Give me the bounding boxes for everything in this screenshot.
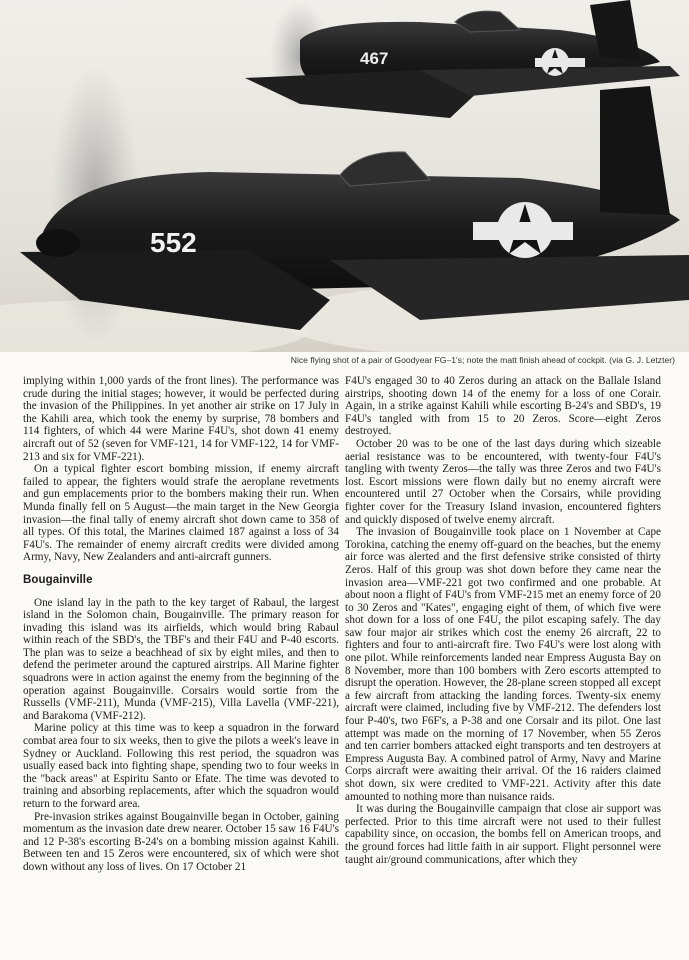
photo-two-corsairs: [0, 0, 689, 352]
paragraph: implying within 1,000 yards of the front lines). The performance was crude during the initial stages; however, it would be perfected during the invasion of the Philippines. In yet another air strike on 17 July in the Kahili area, which took the enemy by surprise, 78 bombers and 114 fighters, of which 44 were Marine F4U's, shot down 41 enemy aircraft out of 52 (seven for VMF-121, 14 for VMF-122, 14 for VMF-213 and six for VMF-221).: [23, 375, 339, 463]
right-column: [345, 375, 661, 866]
section-heading: Bougainville: [23, 573, 93, 586]
paragraph: Marine policy at this time was to keep a squadron in the forward combat area four to six weeks, then to give the pilots a week's leave in Sydney or Auckland. Following this rest period, the squadron was usually eased back into fighting shape, spending two to four weeks in the "back areas" at Espiritu Santo or Efate. The time was devoted to training and absorbing replacements, after which the squadron would return to the forward area.: [23, 722, 339, 810]
photo-caption: Nice flying shot of a pair of Goodyear FG–1's; note the matt finish ahead of cockpit. (via G. J. Letzter): [290, 355, 675, 365]
upper-aircraft-number: 467: [360, 49, 389, 68]
paragraph: F4U's engaged 30 to 40 Zeros during an attack on the Ballale Island airstrips, shooting down 14 of the enemy for a loss of one Corair. Again, in a strike against Kahili while escorting B-24's and SBD's, 19 F4U's tangled with from 15 to 20 Zeros. Score—eight Zeros destroyed.: [345, 375, 661, 438]
paragraph: The invasion of Bougainville took place on 1 November at Cape Torokina, catching the enemy off-guard on the beaches, but the enemy air force was alerted and the first defensive strike consisted of thirty Zeros. Half of this group was shot down before they came near the invasion area—VMF-221 got two confirmed and one probable. At about noon a flight of F4U's from VMF-215 met an enemy force of 20 to 30 Zeros and "Kates", engaging eight of them, of which five were shot down for a loss of one F4U, the pilot escaping safely. The day saw four major air strikes which cost the enemy 26 aircraft, 22 to fighters and four to anti-aircraft fire. Two F4U's were lost along with one pilot. While reinforcements landed near Empress Augusta Bay on 8 November, more than 100 bombers with Zero escorts attempted to disrupt the operation. However, the 28-plane screen stopped all except a few aircraft from attacking the landing forces. Twenty-six enemy aircraft were claimed, including five by VMF-212. The defenders lost four P-40's, two F6F's, a P-38 and one Corsair and its pilot. One last attempt was made on the morning of 17 November, when 55 Zeros and ten carrier bombers attacked eight transports and ten destroyers at Empress Augusta Bay. A combined patrol of Army, Navy and Marine Corps aircraft were awaiting their arrival. Of the 16 raiders claimed shot down, six were credited to VMF-221. Activity after this date amounted to nothing more than nuisance raids.: [345, 526, 661, 803]
paragraph: On a typical fighter escort bombing mission, if enemy aircraft failed to appear, the fighters would strafe the aeroplane revetments and gun emplacements prior to the bombers making their run. When Munda finally fell on 5 August—the main target in the New Georgia invasion—the final tally of enemy aircraft shot down came to 358 of all types. Of this total, the Marines claimed 187 against a loss of 34 F4U's. The remainder of enemy aircraft credits were divided among Army, Navy, New Zealanders and anti-aircraft gunners.: [23, 463, 339, 564]
left-column: [23, 375, 339, 874]
paragraph: One island lay in the path to the key target of Rabaul, the largest island in the Solomon chain, Bougainville. The primary reason for invading this island was its airfields, which would bring Rabaul within reach of the SBD's, the TBF's and their F4U and P-40 escorts. The plan was to seize a beachhead of six by eight miles, and then to defend the perimeter around the captured airstrips. All Marine fighter squadrons were in action against the enemy from the beginning of the operation against Bougainville. Corsairs would sortie from the Russells (VMF-211), Munda (VMF-215), Villa Lavella (VMF-221), and Barakoma (VMF-212).: [23, 596, 339, 722]
lower-aircraft-number: 552: [150, 227, 197, 258]
paragraph: Pre-invasion strikes against Bougainville began in October, gaining momentum as the invasion date drew nearer. October 15 saw 16 F4U's and 12 P-38's escorting B-24's on a bombing mission against Kahili. Between ten and 15 Zeros were encountered, six of which were shot down without any loss of lives. On 17 October 21: [23, 810, 339, 873]
paragraph: October 20 was to be one of the last days during which sizeable aerial resistance was to be encountered, with twenty-four F4U's tangling with twenty Zeros—the tally was three Zeros and two F4U's lost. Escort missions were flown daily but no enemy aircraft were encountered until 27 October when the Corsairs, while providing fighter cover for the Treasury Island invasion, encountered fighters and quickly disposed of twelve enemy aircraft.: [345, 437, 661, 526]
paragraph: It was during the Bougainville campaign that close air support was perfected. Prior to this time aircraft were not used to their fullest capability since, on occasion, the bombs fell on American troops, and the ground forces had little faith in air support. Flight personnel were taught air/ground communications, after which they: [345, 803, 661, 866]
corsair-photo-illustration: [0, 0, 689, 352]
